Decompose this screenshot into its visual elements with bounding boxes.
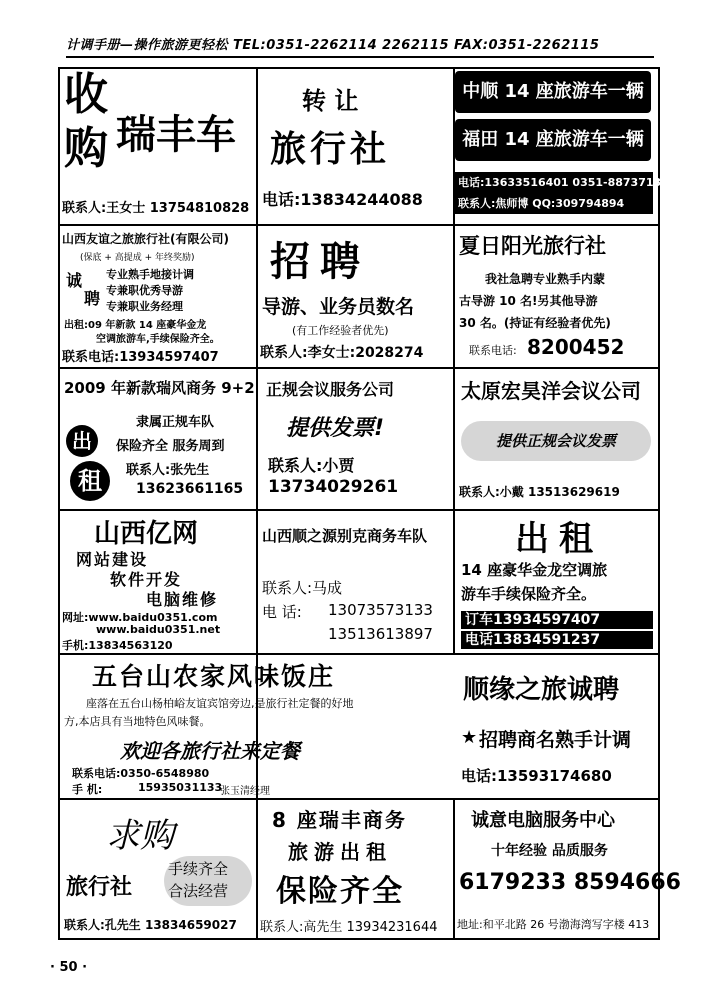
ad-title: 瑞丰车: [116, 112, 236, 158]
ad-meeting-services: [258, 369, 453, 509]
ad-line-2: 专兼职优秀导游: [106, 284, 183, 297]
ad-youyi-travel: [60, 226, 256, 367]
ad-phone: 手机:13834563120: [62, 639, 173, 652]
ad-contact: 联系人:焦师博 QQ:309794894: [458, 197, 625, 210]
ad-summer-sunshine: [455, 226, 658, 367]
ad-title: 五台山农家风味饭庄: [92, 662, 336, 691]
ad-name: 旅行社: [270, 128, 391, 170]
ad-line-3: 专兼职业务经理: [106, 300, 183, 313]
ad-badge-1: 出: [66, 425, 98, 457]
ad-shunyuan-hiring: [455, 655, 658, 798]
ad-star: ★: [461, 727, 478, 748]
ad-jinlong-rental: [455, 511, 658, 653]
ad-ruifeng-purchase: [60, 69, 256, 224]
ad-phone: 8200452: [527, 335, 625, 359]
ad-title: 山西亿网: [94, 519, 199, 549]
ad-computer-service: [455, 800, 681, 938]
ad-sub: 十年经验 品质服务: [491, 843, 608, 859]
ad-contact: 联系人:李女士:2028274: [260, 345, 424, 361]
ad-text-2: 旅游出租: [288, 840, 392, 864]
ad-hiring-guides: [258, 226, 453, 367]
ad-url-2: www.baidu0351.net: [96, 623, 221, 636]
ad-phone: 电话:13633516401 0351-8873713: [458, 176, 662, 189]
ad-note: (有工作经验者优先): [292, 324, 389, 337]
ad-title: 转 让: [302, 87, 359, 115]
ad-badge-2: 租: [70, 461, 110, 501]
ad-line-2: 福田 14 座旅游车一辆: [455, 119, 651, 161]
ad-title: 山西顺之源别克商务车队: [262, 527, 428, 545]
page-number: · 50 ·: [50, 960, 88, 975]
ad-slogan: 提供发票!: [286, 416, 385, 441]
ad-slogan: 提供正规会议发票: [461, 421, 651, 461]
ad-ruifeng-8-seat: [258, 800, 453, 938]
ad-line-3: 联系人:张先生: [126, 463, 210, 478]
ad-roles: 招聘商名熟手计调: [479, 729, 632, 751]
ad-big-char-1: 收: [64, 69, 108, 120]
ad-line-1: 专业熟手地接计调: [106, 268, 194, 281]
ad-phones: 6179233 8594666: [459, 870, 681, 895]
ad-big-char-2: 购: [64, 123, 108, 174]
ad-contact: 联系人:小戴 13513629619: [459, 485, 620, 499]
ad-url-1: 网址:www.baidu0351.com: [62, 611, 218, 624]
ad-shanxi-yiwang: [60, 511, 256, 653]
ad-honghaoyang-meeting: [455, 369, 658, 509]
ad-title: 夏日阳光旅行社: [459, 234, 606, 258]
ad-text-2: 古导游 10 名!另其他导游: [459, 294, 598, 308]
ad-title: 出租: [515, 519, 603, 559]
ad-line-2: 软件开发: [110, 570, 183, 589]
ad-line-4: 出租:09 年新款 14 座豪华金龙: [64, 320, 207, 331]
ad-line-1: 隶属正规车队: [136, 415, 215, 430]
ad-mobile: 15935031133: [138, 781, 223, 794]
ad-title: 山西友谊之旅旅行社(有限公司): [62, 232, 229, 246]
ad-phone: 13734029261: [268, 477, 399, 497]
ad-name: 旅行社: [66, 875, 133, 900]
ad-desc-1: 座落在五台山杨柏峪友谊宾馆旁边,是旅行社定餐的好地: [86, 697, 354, 710]
ad-title: 诚意电脑服务中心: [471, 810, 615, 831]
ad-text-1: 8 座瑞丰商务: [272, 808, 407, 832]
ad-text-1: 我社急聘专业熟手内蒙: [485, 272, 606, 286]
ad-title: 招聘: [270, 239, 370, 285]
ad-contact: 联系人:马成: [262, 579, 343, 597]
ad-char-1: 诚: [66, 271, 83, 290]
ad-phone-label: 联系电话:: [469, 344, 517, 357]
ad-text-3: 30 名。(持证有经验者优先): [459, 316, 611, 330]
ad-char-2: 聘: [84, 289, 101, 308]
ad-buy-agency: [60, 800, 256, 938]
ad-ruifeng-rental: [60, 369, 256, 509]
ad-shunzhiyuan-buick: [258, 511, 453, 653]
ad-line-1: 网站建设: [76, 550, 149, 569]
page-header: 计调手册—操作旅游更轻松 TEL:0351-2262114 2262115 FAX:0351-2262115: [66, 38, 600, 53]
ad-title: 求购: [106, 816, 174, 856]
ad-title: 太原宏昊洋会议公司: [461, 379, 641, 403]
ad-line-2: 保险齐全 服务周到: [116, 439, 225, 454]
ad-contact-box: [455, 172, 662, 214]
ad-text-2: 游车手续保险齐全。: [461, 585, 597, 603]
ad-title: 顺缘之旅诚聘: [463, 675, 620, 705]
ad-phone: 13623661165: [136, 481, 244, 497]
header-rule: [66, 56, 654, 58]
ad-line-1: 中顺 14 座旅游车一辆: [455, 71, 651, 113]
ad-phone: 电话:13834244088: [262, 190, 423, 209]
ad-contact: 联系人:高先生 13934231644: [260, 920, 438, 935]
ad-mobile-label: 手 机:: [72, 783, 103, 796]
ad-text-3: 保险齐全: [276, 874, 404, 909]
ad-welcome: 欢迎各旅行社来定餐: [120, 739, 300, 763]
ad-minibus-sale: [455, 69, 662, 224]
ad-desc-2: 方,本店具有当地特色风味餐。: [64, 715, 211, 728]
ad-manager: 张玉清经理: [220, 786, 270, 797]
ad-roles: 导游、业务员数名: [262, 296, 415, 318]
ad-wutaishan-restaurant: [60, 655, 453, 798]
ad-point-1: 手续齐全: [168, 860, 229, 878]
ad-text-1: 14 座豪华金龙空调旅: [461, 561, 608, 579]
ad-tel-label: 电 话:: [262, 603, 302, 621]
ad-line-3: 电脑维修: [146, 590, 219, 609]
ad-sub: (保底 + 高提成 + 年终奖励): [80, 253, 195, 263]
ad-point-2: 合法经营: [168, 882, 229, 900]
ad-contact: 联系人:孔先生 13834659027: [64, 918, 237, 932]
ad-phone: 联系电话:13934597407: [62, 350, 219, 365]
ad-line-5: 空调旅游车,手续保险齐全。: [96, 334, 220, 345]
ad-phone: 电话13834591237: [461, 631, 653, 649]
ad-title: 2009 年新款瑞风商务 9+2: [64, 379, 255, 397]
ad-order: 订车13934597407: [461, 611, 653, 629]
ad-tel: 联系电话:0350-6548980: [72, 767, 210, 780]
ad-contact: 联系人:小贾: [268, 456, 355, 475]
ad-agency-transfer: [258, 69, 453, 224]
ad-tel-1: 13073573133: [328, 601, 433, 619]
ad-title: 正规会议服务公司: [266, 380, 395, 399]
ad-tel-2: 13513613897: [328, 625, 433, 643]
ad-address: 地址:和平北路 26 号渤海湾写字楼 413: [457, 918, 650, 931]
ad-phone: 电话:13593174680: [461, 767, 612, 785]
ad-contact: 联系人:王女士 13754810828: [62, 201, 250, 216]
